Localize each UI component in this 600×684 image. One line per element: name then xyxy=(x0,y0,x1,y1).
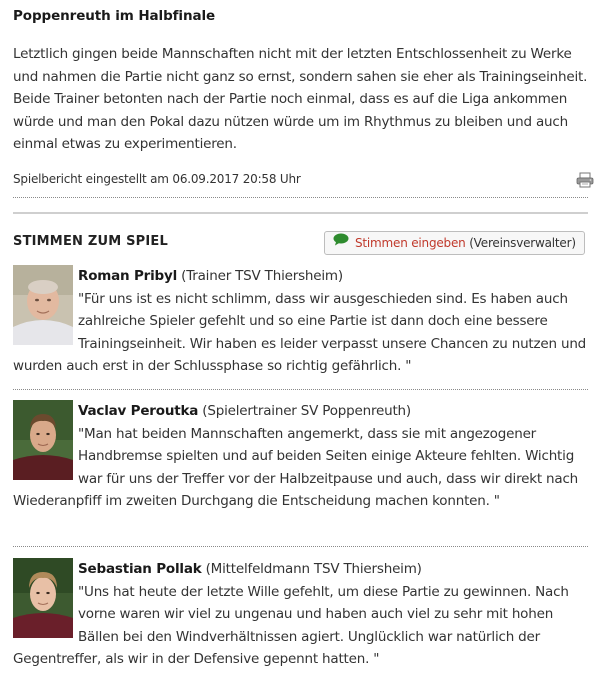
quote-item xyxy=(13,400,593,513)
speech-bubble-icon xyxy=(333,231,349,253)
report-meta: Spielbericht eingestellt am 06.09.2017 20:58 Uhr xyxy=(13,172,301,186)
avatar xyxy=(13,558,73,638)
printer-icon[interactable] xyxy=(576,172,594,188)
divider xyxy=(13,546,588,547)
quote-text: "Uns hat heute der letzte Wille gefehlt, um diese Partie zu gewinnen. Nach vorne waren wir viel zu ungenau und haben auch viel zu sehr mit hohen Bällen bei den Windverhältnissen agiert. Unglücklich war natürlich der Gegentreffer, als wir in der Defensive gepennt hatten. " xyxy=(13,583,569,667)
avatar xyxy=(13,400,73,480)
divider xyxy=(13,197,588,198)
speaker-name: Roman Pribyl xyxy=(78,268,178,284)
quote-text: "Für uns ist es nicht schlimm, dass wir ausgeschieden sind. Es haben auch zahlreiche Spieler gefehlt und so eine Partie ist dann doch eine bessere Trainingseinheit. Wir haben es leider verpasst unsere Chancen zu nutzen und wurden auch erst in der Schlussphase so richtig gefährlich. " xyxy=(13,290,587,374)
section-divider xyxy=(13,212,588,214)
speaker-role: (Mittelfeldmann TSV Thiersheim) xyxy=(205,561,422,577)
stimmen-eingeben-button[interactable] xyxy=(324,231,585,255)
avatar xyxy=(13,265,73,345)
stimmen-eingeben-link[interactable]: Stimmen eingeben xyxy=(355,236,466,250)
quote-item xyxy=(13,558,593,671)
article-body: Letztlich gingen beide Mannschaften nicht mit der letzten Entschlossenheit zu Werke und nahmen die Partie nicht ganz so ernst, sondern sahen sie eher als Trainingseinheit. Beide Trainer betonten nach der Partie noch einmal, dass es auf die Liga ankommen würde und man den Pokal dazu nützen würde um im Rhythmus zu bleiben und auch einmal etwas zu experimentieren. xyxy=(13,46,588,152)
article-headline: Poppenreuth im Halbfinale xyxy=(13,8,216,24)
divider xyxy=(13,389,588,390)
speaker-role: (Trainer TSV Thiersheim) xyxy=(181,268,343,284)
section-title: STIMMEN ZUM SPIEL xyxy=(13,234,168,249)
vereinsverwalter-label: (Vereinsverwalter) xyxy=(469,236,576,250)
quote-item xyxy=(13,265,593,378)
speaker-role: (Spielertrainer SV Poppenreuth) xyxy=(202,403,411,419)
speaker-name: Sebastian Pollak xyxy=(78,561,202,577)
quote-text: "Man hat beiden Mannschaften angemerkt, dass sie mit angezogener Handbremse spielten und auf beiden Seiten einige Akteure fehlten. Wichtig war für uns der Treffer vor der Halbzeitpause und auch, dass wir direkt nach Wiederanpfiff im zweiten Durchgang die Entscheidung machen konnten. " xyxy=(13,425,579,509)
speaker-name: Vaclav Peroutka xyxy=(78,403,199,419)
